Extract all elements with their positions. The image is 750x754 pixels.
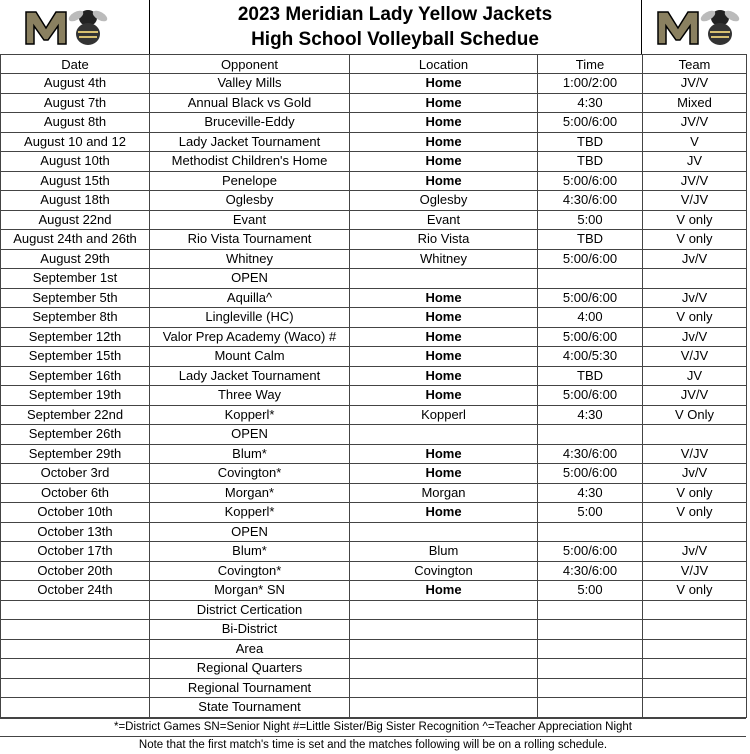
cell-date: October 3rd <box>1 464 150 484</box>
cell-location: Home <box>350 74 538 94</box>
table-row <box>1 444 747 464</box>
cell-date: August 29th <box>1 249 150 269</box>
cell-opponent: State Tournament <box>150 698 350 718</box>
cell-time <box>538 698 643 718</box>
cell-opponent: Covington* <box>150 464 350 484</box>
cell-time <box>538 269 643 289</box>
cell-date: August 22nd <box>1 210 150 230</box>
cell-team: Jv/V <box>643 542 747 562</box>
cell-location: Home <box>350 152 538 172</box>
cell-team: JV/V <box>643 386 747 406</box>
cell-location: Home <box>350 171 538 191</box>
table-row <box>1 152 747 172</box>
cell-date: August 10 and 12 <box>1 132 150 152</box>
table-row <box>1 659 747 679</box>
cell-team <box>643 678 747 698</box>
table-row <box>1 93 747 113</box>
table-row <box>1 386 747 406</box>
cell-location <box>350 678 538 698</box>
cell-opponent: Valor Prep Academy (Waco) # <box>150 327 350 347</box>
m-jacket-logo-icon <box>654 4 744 48</box>
cell-opponent: Mount Calm <box>150 347 350 367</box>
table-row <box>1 269 747 289</box>
cell-time: 5:00 <box>538 210 643 230</box>
cell-time <box>538 425 643 445</box>
table-row <box>1 405 747 425</box>
schedule-header <box>0 0 746 55</box>
cell-time: TBD <box>538 152 643 172</box>
cell-time <box>538 600 643 620</box>
cell-location <box>350 269 538 289</box>
cell-date: October 6th <box>1 483 150 503</box>
cell-date: September 8th <box>1 308 150 328</box>
cell-date: August 8th <box>1 113 150 133</box>
cell-team: Jv/V <box>643 288 747 308</box>
cell-date: September 5th <box>1 288 150 308</box>
cell-date <box>1 639 150 659</box>
cell-location: Covington <box>350 561 538 581</box>
cell-location: Home <box>350 113 538 133</box>
cell-team: V/JV <box>643 191 747 211</box>
cell-time: 4:30 <box>538 93 643 113</box>
cell-location: Home <box>350 366 538 386</box>
schedule-notes <box>0 718 746 754</box>
cell-date: August 7th <box>1 93 150 113</box>
cell-team: JV/V <box>643 113 747 133</box>
cell-location: Oglesby <box>350 191 538 211</box>
schedule-rows <box>1 74 747 718</box>
cell-team: V only <box>643 581 747 601</box>
cell-opponent: Lady Jacket Tournament <box>150 366 350 386</box>
cell-team: Jv/V <box>643 327 747 347</box>
cell-time: 5:00/6:00 <box>538 249 643 269</box>
column-header-location: Location <box>350 55 538 74</box>
cell-opponent: Blum* <box>150 444 350 464</box>
cell-time: 5:00/6:00 <box>538 171 643 191</box>
cell-time: 4:00 <box>538 308 643 328</box>
cell-location: Home <box>350 581 538 601</box>
cell-opponent: Penelope <box>150 171 350 191</box>
cell-opponent: Three Way <box>150 386 350 406</box>
cell-opponent: Area <box>150 639 350 659</box>
table-row <box>1 366 747 386</box>
table-row <box>1 542 747 562</box>
cell-time: 4:30/6:00 <box>538 444 643 464</box>
cell-opponent: Oglesby <box>150 191 350 211</box>
cell-time: 5:00/6:00 <box>538 542 643 562</box>
table-row <box>1 639 747 659</box>
cell-team <box>643 522 747 542</box>
cell-team: JV <box>643 366 747 386</box>
cell-team <box>643 639 747 659</box>
cell-location <box>350 522 538 542</box>
table-row <box>1 600 747 620</box>
cell-date <box>1 698 150 718</box>
cell-location: Whitney <box>350 249 538 269</box>
cell-date: August 24th and 26th <box>1 230 150 250</box>
cell-date: October 17th <box>1 542 150 562</box>
cell-opponent: Rio Vista Tournament <box>150 230 350 250</box>
cell-location: Kopperl <box>350 405 538 425</box>
column-header-team: Team <box>643 55 747 74</box>
cell-date: October 13th <box>1 522 150 542</box>
table-row <box>1 698 747 718</box>
cell-opponent: Covington* <box>150 561 350 581</box>
cell-location: Home <box>350 386 538 406</box>
cell-team: Jv/V <box>643 464 747 484</box>
cell-team <box>643 600 747 620</box>
cell-team: V Only <box>643 405 747 425</box>
cell-opponent: Annual Black vs Gold <box>150 93 350 113</box>
cell-time: 5:00/6:00 <box>538 464 643 484</box>
cell-time: TBD <box>538 132 643 152</box>
cell-time: 4:30/6:00 <box>538 561 643 581</box>
cell-time: 5:00/6:00 <box>538 327 643 347</box>
cell-time <box>538 659 643 679</box>
cell-location: Blum <box>350 542 538 562</box>
cell-team: V only <box>643 230 747 250</box>
cell-opponent: Kopperl* <box>150 405 350 425</box>
cell-time <box>538 678 643 698</box>
table-row <box>1 483 747 503</box>
table-row <box>1 503 747 523</box>
cell-time: TBD <box>538 366 643 386</box>
cell-location <box>350 698 538 718</box>
cell-date <box>1 620 150 640</box>
cell-opponent: Evant <box>150 210 350 230</box>
cell-opponent: District Certication <box>150 600 350 620</box>
table-row <box>1 678 747 698</box>
table-row <box>1 308 747 328</box>
cell-location: Home <box>350 503 538 523</box>
cell-location: Home <box>350 444 538 464</box>
table-row <box>1 522 747 542</box>
cell-location <box>350 600 538 620</box>
cell-time <box>538 639 643 659</box>
cell-time: 5:00/6:00 <box>538 288 643 308</box>
cell-opponent: Aquilla^ <box>150 288 350 308</box>
cell-team: Mixed <box>643 93 747 113</box>
cell-date: September 26th <box>1 425 150 445</box>
cell-opponent: Whitney <box>150 249 350 269</box>
table-row <box>1 620 747 640</box>
cell-time: 5:00 <box>538 581 643 601</box>
cell-location: Morgan <box>350 483 538 503</box>
cell-team: V only <box>643 483 747 503</box>
cell-location: Home <box>350 288 538 308</box>
table-row <box>1 171 747 191</box>
table-row <box>1 230 747 250</box>
table-header-row <box>1 55 747 74</box>
cell-team <box>643 698 747 718</box>
schedule-subtitle: High School Volleyball Schedue <box>251 29 539 50</box>
cell-opponent: Morgan* SN <box>150 581 350 601</box>
cell-location: Home <box>350 327 538 347</box>
cell-location: Home <box>350 93 538 113</box>
cell-location: Home <box>350 464 538 484</box>
cell-opponent: Lady Jacket Tournament <box>150 132 350 152</box>
cell-time: 4:30 <box>538 405 643 425</box>
cell-date: October 20th <box>1 561 150 581</box>
cell-date: August 4th <box>1 74 150 94</box>
cell-opponent: Bi-District <box>150 620 350 640</box>
cell-team: V/JV <box>643 347 747 367</box>
cell-opponent: Methodist Children's Home <box>150 152 350 172</box>
cell-opponent: OPEN <box>150 425 350 445</box>
cell-team: V only <box>643 210 747 230</box>
cell-location <box>350 639 538 659</box>
cell-time: 1:00/2:00 <box>538 74 643 94</box>
cell-team: Jv/V <box>643 249 747 269</box>
cell-time: 5:00/6:00 <box>538 386 643 406</box>
cell-date: September 22nd <box>1 405 150 425</box>
column-header-time: Time <box>538 55 643 74</box>
table-row <box>1 347 747 367</box>
table-row <box>1 327 747 347</box>
cell-date <box>1 600 150 620</box>
cell-opponent: Blum* <box>150 542 350 562</box>
cell-opponent: OPEN <box>150 522 350 542</box>
cell-team: V/JV <box>643 444 747 464</box>
cell-location <box>350 620 538 640</box>
cell-location <box>350 425 538 445</box>
legend-note: *=District Games SN=Senior Night #=Little Sister/Big Sister Recognition ^=Teacher Appreciation Night <box>0 718 746 736</box>
table-row <box>1 191 747 211</box>
cell-date: September 19th <box>1 386 150 406</box>
cell-date: September 1st <box>1 269 150 289</box>
cell-team: JV <box>643 152 747 172</box>
cell-time: 5:00 <box>538 503 643 523</box>
cell-team <box>643 659 747 679</box>
table-row <box>1 581 747 601</box>
cell-opponent: Bruceville-Eddy <box>150 113 350 133</box>
cell-location: Evant <box>350 210 538 230</box>
column-header-opponent: Opponent <box>150 55 350 74</box>
cell-date: October 24th <box>1 581 150 601</box>
cell-date: September 15th <box>1 347 150 367</box>
cell-location <box>350 659 538 679</box>
cell-date <box>1 678 150 698</box>
cell-team: JV/V <box>643 74 747 94</box>
cell-date: August 10th <box>1 152 150 172</box>
cell-date: August 15th <box>1 171 150 191</box>
cell-opponent: Morgan* <box>150 483 350 503</box>
cell-team: V <box>643 132 747 152</box>
table-row <box>1 464 747 484</box>
cell-opponent: Regional Tournament <box>150 678 350 698</box>
cell-team <box>643 425 747 445</box>
table-row <box>1 113 747 133</box>
cell-location: Home <box>350 347 538 367</box>
cell-time: 5:00/6:00 <box>538 113 643 133</box>
cell-team <box>643 269 747 289</box>
cell-date: September 16th <box>1 366 150 386</box>
cell-opponent: Valley Mills <box>150 74 350 94</box>
m-jacket-logo-icon <box>22 4 112 48</box>
cell-opponent: OPEN <box>150 269 350 289</box>
table-row <box>1 210 747 230</box>
table-row <box>1 249 747 269</box>
cell-opponent: Lingleville (HC) <box>150 308 350 328</box>
cell-time: TBD <box>538 230 643 250</box>
cell-time: 4:00/5:30 <box>538 347 643 367</box>
cell-time: 4:30/6:00 <box>538 191 643 211</box>
cell-date <box>1 659 150 679</box>
cell-date: August 18th <box>1 191 150 211</box>
schedule-table <box>0 54 747 718</box>
cell-location: Home <box>350 308 538 328</box>
cell-opponent: Regional Quarters <box>150 659 350 679</box>
header-divider <box>641 0 642 54</box>
cell-opponent: Kopperl* <box>150 503 350 523</box>
table-row <box>1 288 747 308</box>
cell-team <box>643 620 747 640</box>
cell-team: V only <box>643 308 747 328</box>
rolling-schedule-note: Note that the first match's time is set and the matches following will be on a rolling schedule. <box>0 736 746 754</box>
table-row <box>1 74 747 94</box>
table-row <box>1 561 747 581</box>
cell-location: Home <box>350 132 538 152</box>
cell-date: October 10th <box>1 503 150 523</box>
table-row <box>1 132 747 152</box>
cell-time <box>538 620 643 640</box>
cell-date: September 12th <box>1 327 150 347</box>
schedule-title: 2023 Meridian Lady Yellow Jackets <box>237 4 553 25</box>
cell-location: Rio Vista <box>350 230 538 250</box>
cell-time: 4:30 <box>538 483 643 503</box>
cell-date: September 29th <box>1 444 150 464</box>
cell-time <box>538 522 643 542</box>
cell-team: JV/V <box>643 171 747 191</box>
table-row <box>1 425 747 445</box>
column-header-date: Date <box>1 55 150 74</box>
cell-team: V only <box>643 503 747 523</box>
cell-team: V/JV <box>643 561 747 581</box>
